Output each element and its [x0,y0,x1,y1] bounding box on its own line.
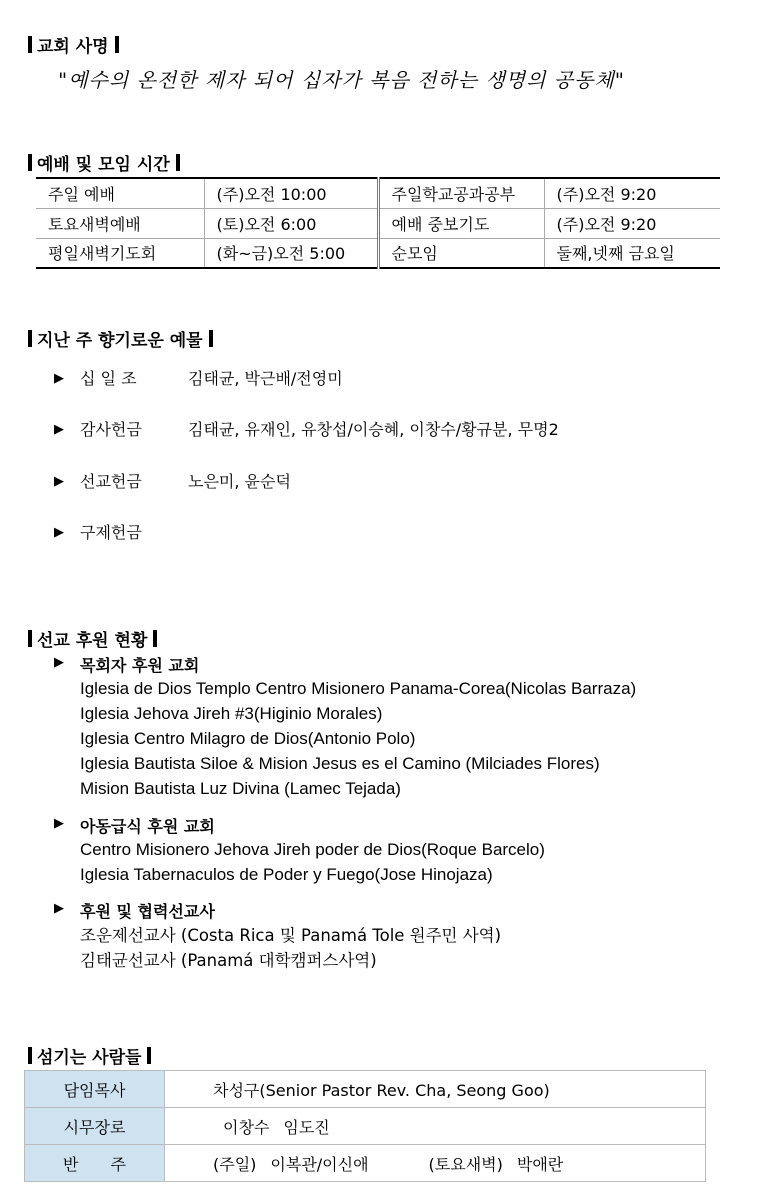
title-bar-icon [153,630,157,647]
list-item [54,523,188,543]
servant-names-cell [165,1145,706,1182]
list-item: Mision Bautista Luz Divina (Lamec Tejada) [80,779,401,798]
title-bar-icon [176,154,180,171]
title-bar-icon [28,630,32,647]
table-row [36,178,720,208]
service-tag: (토요새벽) [428,1154,503,1174]
elder-name: 이창수 [223,1117,270,1137]
title-bar-icon [209,330,213,347]
triangle-right-icon: ▶ [54,816,64,831]
triangle-right-icon: ▶ [54,525,64,540]
offerings-title-text: 지난 주 향기로운 예물 [37,331,203,351]
servant-names-cell: 차성구(Senior Pastor Rev. Cha, Seong Goo) [165,1071,706,1108]
list-item: 조운제선교사 (Costa Rica 및 Panamá Tole 원주민 사역) [80,926,502,945]
schedule-cell: 예배 중보기도 [378,208,544,238]
offering-names: 김태균, 유재인, 유창섭/이승혜, 이창수/황규분, 무명2 [188,420,559,439]
elder-name: 임도진 [283,1117,330,1137]
offering-names: 노은미, 윤순덕 [188,472,291,491]
list-item [54,420,559,440]
role-cell: 반 주 [25,1145,165,1182]
mission-group-heading [54,653,199,676]
triangle-right-icon: ▶ [54,655,64,670]
list-item: Iglesia Jehova Jireh #3(Higinio Morales) [80,704,383,723]
servants-table [24,1070,706,1182]
table-row [25,1071,706,1108]
missions-title-text: 선교 후원 현황 [37,631,148,651]
table-row [36,208,720,238]
offering-label: 선교헌금 [80,472,142,491]
list-item: Centro Misionero Jehova Jireh poder de Dios(Roque Barcelo) [80,840,545,859]
worship-title-text: 예배 및 모임 시간 [37,155,170,175]
mission-section-title [28,32,119,57]
schedule-cell: 주일학교공과공부 [378,178,544,208]
list-item: 김태균선교사 (Panamá 대학캠퍼스사역) [80,951,377,970]
mission-group-heading [54,814,215,837]
title-bar-icon [28,154,32,171]
mission-title-text: 교회 사명 [37,37,109,57]
schedule-cell: 평일새벽기도회 [36,238,204,268]
accompanist-names: 이복관/이신애 [270,1154,369,1174]
title-bar-icon [28,1047,32,1064]
servants-title-text: 섬기는 사람들 [37,1048,142,1068]
offering-label: 감사헌금 [80,420,142,439]
schedule-cell: 둘째,넷째 금요일 [556,244,675,264]
mission-group-list [80,837,545,887]
triangle-right-icon: ▶ [54,422,64,437]
offering-label: 구제헌금 [80,523,142,542]
title-bar-icon [28,36,32,53]
worship-section-title [28,150,180,175]
mission-group-label: 아동급식 후원 교회 [80,817,215,836]
schedule-cell: 토요새벽예배 [36,208,204,238]
triangle-right-icon: ▶ [54,901,64,916]
servants-section-title [28,1043,151,1068]
role-cell: 담임목사 [25,1071,165,1108]
table-row [25,1145,706,1182]
table-row [25,1108,706,1145]
offering-names: 김태균, 박근배/전영미 [188,369,343,388]
mission-statement: "예수의 온전한 제자 되어 십자가 복음 전하는 생명의 공동체" [58,68,625,92]
servant-names-cell [165,1108,706,1145]
worship-schedule-table [36,177,720,269]
list-item [54,472,291,492]
role-cell: 시무장로 [25,1108,165,1145]
mission-group-list [80,676,636,801]
missions-section-title [28,626,157,651]
schedule-cell: (주)오전 9:20 [544,178,720,208]
list-item [54,369,343,389]
schedule-cell: (주)오전 9:20 [544,208,720,238]
mission-group-label: 후원 및 협력선교사 [80,902,215,921]
title-bar-icon [147,1047,151,1064]
schedule-cell: (화~금)오전 5:00 [204,238,378,268]
mission-group-heading [54,899,215,922]
mission-group-list [80,923,501,973]
accompanist-names: 박애란 [516,1154,564,1174]
schedule-cell: (주)오전 10:00 [204,178,378,208]
triangle-right-icon: ▶ [54,474,64,489]
list-item: Iglesia de Dios Templo Centro Misionero Panama-Corea(Nicolas Barraza) [80,679,637,698]
table-row [36,238,720,268]
mission-group-label: 목회자 후원 교회 [80,656,200,675]
offering-label: 십 일 조 [80,369,137,388]
schedule-cell: 주일 예배 [36,178,204,208]
title-bar-icon [28,330,32,347]
list-item: Iglesia Tabernaculos de Poder y Fuego(Jose Hinojaza) [80,865,493,884]
list-item: Iglesia Centro Milagro de Dios(Antonio Polo) [80,729,416,748]
schedule-cell: (토)오전 6:00 [204,208,378,238]
offerings-section-title [28,326,213,351]
service-tag: (주일) [213,1154,257,1174]
list-item: Iglesia Bautista Siloe & Mision Jesus es el Camino (Milciades Flores) [80,754,600,773]
schedule-cell: 순모임 [378,238,544,268]
triangle-right-icon: ▶ [54,371,64,386]
title-bar-icon [115,36,119,53]
